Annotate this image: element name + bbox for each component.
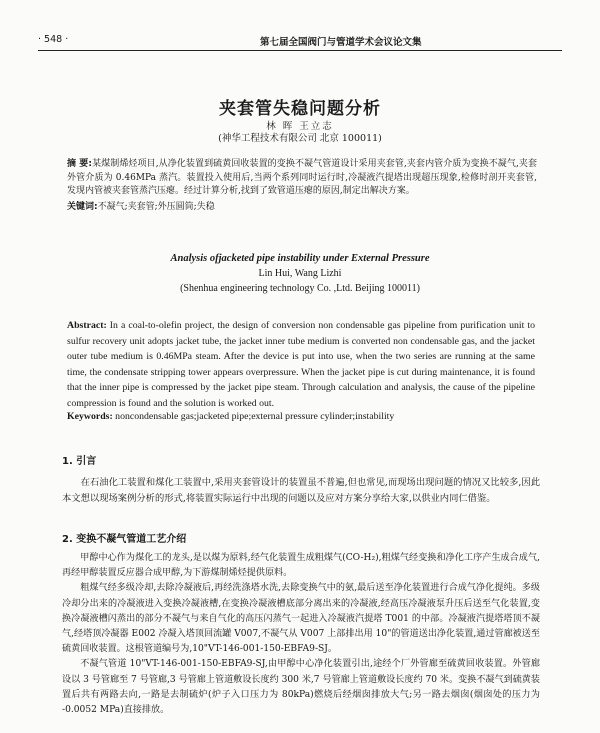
section-2-heading: 2. 变换不凝气管道工艺介绍 [62, 534, 187, 545]
header-rule [38, 50, 562, 51]
section-2-paragraph: 不凝气管道 10"VT-146-001-150-EBFA9-SJ,由甲醇中心净化装置引出,途经个厂外管廊至硫黄回收装置。外管廊设以 3 号管廊至 7 号管廊,3 号管廊上管道敷设长度约 300 米,7 号管廊上管道敷设长度约 70 米。变换不凝气到硫黄装置后共有两路去向,一路是去制硫炉(炉子入口压力为 80kPa)燃烧后经烟囱排放大气;另一路去烟囱(烟囱处的压力为 -0.0052 MPa)直接排放。 [62, 659, 540, 716]
section-1-paragraph [62, 475, 540, 506]
authors-english: Lin Hui, Wang Lizhi [258, 268, 342, 279]
keywords-english [67, 411, 535, 422]
affiliation-chinese: (神华工程技术有限公司 北京 100011) [218, 133, 382, 144]
authors-chinese: 林 晖 王立志 [266, 121, 334, 132]
section-2-paragraph: 甲醇中心作为煤化工的龙头,是以煤为原料,经气化装置生成粗煤气(CO-H₂),粗煤气经变换和净化工序产生成合成气,再经甲醇装置反应器合成甲醇,为下游煤制烯烃提供原料。 [62, 553, 540, 579]
title-english: Analysis ofjacketed pipe instability under External Pressure [170, 253, 430, 264]
keywords-chinese-text: 不凝气;夹套管;外压圆筒;失稳 [97, 202, 215, 212]
abstract-chinese-text: 某煤制烯烃项目,从净化装置到硫黄回收装置的变换不凝气管道设计采用夹套管,夹套内管介质为变换不凝气,夹套外管介质为 0.46MPa 蒸汽。装置投入使用后,当两个系列同时运行时,冷凝液汽提塔出现超压现象,检修时剖开夹套管,发现内管被夹套管蒸汽压瘪。经过计算分析,找到了致管道压瘪的原因,制定出解决方案。 [67, 159, 537, 196]
section-1-text: 在石油化工装置和煤化工装置中,采用夹套管设计的装置虽不普遍,但也常见,而现场出现问题的情况又比较多,因此本文想以现场案例分析的形式,将装置实际运行中出现的问题以及应对方案分享给大家,以供业内同仁借鉴。 [62, 477, 540, 504]
section-2-body [62, 551, 540, 718]
section-2-paragraph: 粗煤气经多级冷却,去除冷凝液后,再经洗涤塔水洗,去除变换气中的氨,最后送至净化装置进行合成气净化提纯。多级冷却分出来的冷凝液进入变换冷凝液槽,在变换冷凝液槽底部分离出来的冷凝液,经高压冷凝液泵升压后送至气化装置,变换冷凝液槽闪蒸出的部分不凝气与来自气化的高压闪蒸气一起进入冷凝液汽提塔 T001 的中部。冷凝液汽提塔塔顶不凝气,经塔顶冷凝器 E002 冷凝入塔顶回流罐 V007,不凝气从 V007 上部排出用 10"的管道送出净化装置,通过管廊被送至硫黄回收装置。这根管道编号为,10"VT-146-001-150-EBFA9-SJ。 [62, 583, 540, 655]
keywords-chinese-label: 关键词: [67, 202, 98, 212]
section-1-heading: 1. 引言 [62, 456, 97, 467]
affiliation-english: (Shenhua engineering technology Co. ,Ltd. Beijing 100011) [180, 283, 420, 294]
title-chinese: 夹套管失稳问题分析 [219, 99, 381, 119]
conference-title: 第七届全国阀门与管道学术会议论文集 [260, 37, 422, 48]
abstract-english-text: In a coal-to-olefin project, the design of conversion non condensable gas pipeline from purification unit to sulfur recovery unit adopts jacket tube, the jacket inner tube medium is converted non condensable gas, and the jacket outer tube medium is 0.46MPa steam. After the device is put into use, when the two series are running at the same time, the condensate stripping tower appears overpressure. When the jacket pipe is cut during maintenance, it is found that the inner pipe is compressed by the jacket pipe steam. Through calculation and analysis, the cause of the pipeline compression is found and the solution is worked out. [67, 320, 536, 409]
running-header [38, 34, 562, 48]
abstract-chinese-label: 摘 要: [67, 159, 92, 169]
keywords-chinese [67, 199, 537, 212]
keywords-english-text: noncondensable gas;jacketed pipe;external pressure cylinder;instability [115, 411, 395, 422]
keywords-english-label: Keywords: [67, 411, 113, 422]
abstract-english-label: Abstract: [67, 320, 107, 331]
abstract-chinese [67, 158, 537, 199]
abstract-english [67, 318, 535, 412]
page-number: · 548 · [38, 34, 69, 45]
